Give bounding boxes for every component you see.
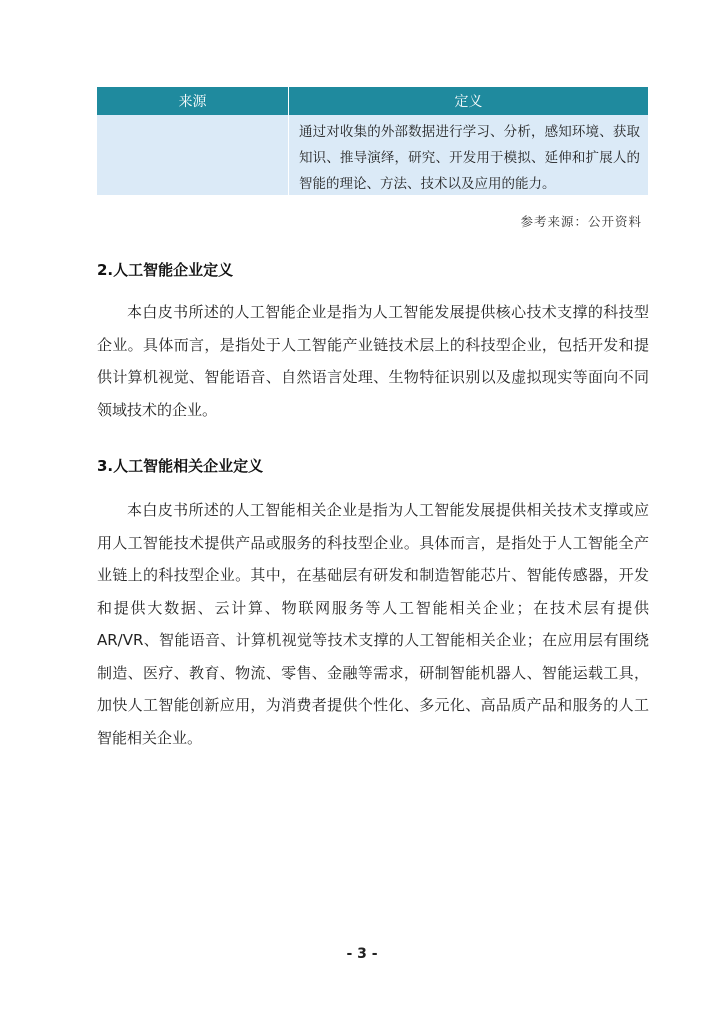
header-source: 来源: [97, 87, 289, 115]
reference-source: 参考来源：公开资料: [520, 214, 642, 229]
page-number: - 3 -: [346, 946, 378, 962]
definition-table: [97, 87, 648, 195]
section-heading-2: 2.人工智能企业定义: [97, 261, 234, 279]
cell-definition: 通过对收集的外部数据进行学习、分析，感知环境、获取知识、推导演绎，研究、开发用于模拟、延伸和扩展人的智能的理论、方法、技术以及应用的能力。: [299, 124, 640, 192]
table-header-row: [97, 87, 648, 115]
header-definition: 定义: [454, 94, 483, 110]
section-heading-3: 3.人工智能相关企业定义: [97, 457, 264, 475]
cell-source: [97, 115, 289, 195]
section-paragraph-3: 本白皮书所述的人工智能相关企业是指为人工智能发展提供相关技术支撑或应用人工智能技术提供产品或服务的科技型企业。具体而言，是指处于人工智能全产业链上的科技型企业。其中，在基础层有研发和制造智能芯片、智能传感器，开发和提供大数据、云计算、物联网服务等人工智能相关企业；在技术层有提供 AR/VR、智能语音、计算机视觉等技术支撑的人工智能相关企业；在应用层有围绕制造、医疗、教育、物流、零售、金融等需求，研制智能机器人、智能运载工具，加快人工智能创新应用，为消费者提供个性化、多元化、高品质产品和服务的人工智能相关企业。: [97, 501, 649, 747]
section-paragraph-2: 本白皮书所述的人工智能企业是指为人工智能发展提供核心技术支撑的科技型企业。具体而言，是指处于人工智能产业链技术层上的科技型企业，包括开发和提供计算机视觉、智能语音、自然语言处理、生物特征识别以及虚拟现实等面向不同领域技术的企业。: [97, 303, 649, 419]
table-row: [97, 115, 648, 195]
